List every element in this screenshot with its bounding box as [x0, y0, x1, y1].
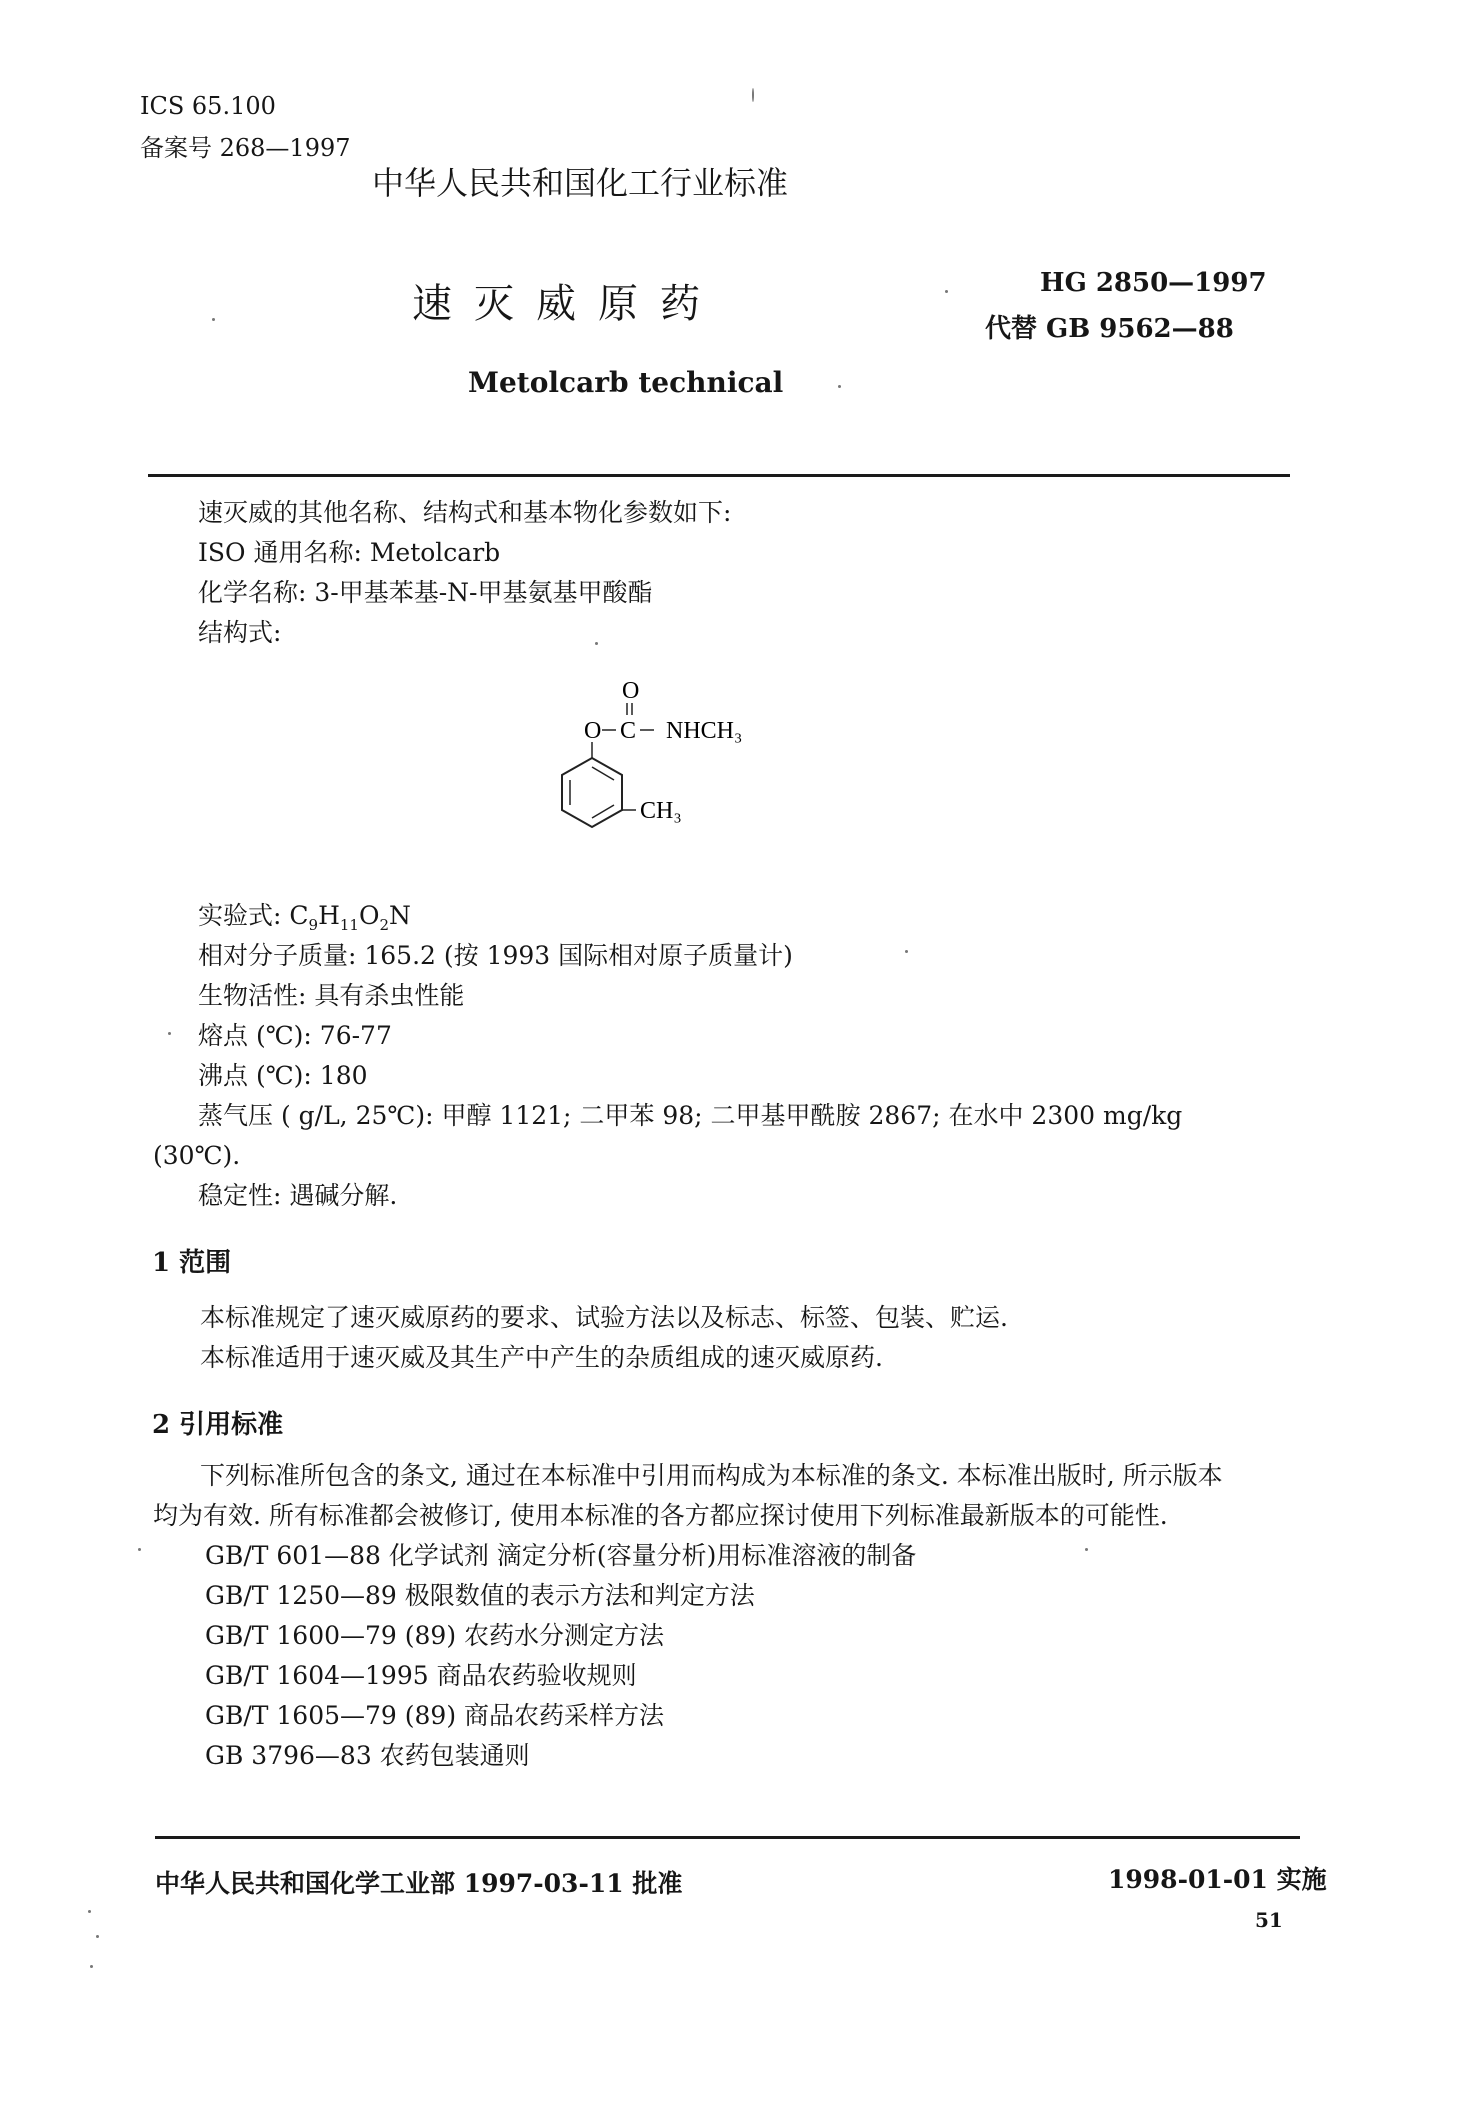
reference-item: GB/T 1605—79 (89) 商品农药采样方法	[205, 1701, 665, 1730]
section-2-para: 下列标准所包含的条文, 通过在本标准中引用而构成为本标准的条文. 本标准出版时, 所示版本	[200, 1461, 1223, 1490]
scan-speck	[838, 385, 841, 388]
footer-rule	[155, 1836, 1300, 1839]
reference-item: GB/T 1250—89 极限数值的表示方法和判定方法	[205, 1581, 755, 1610]
scan-speck	[905, 950, 908, 953]
structure-label: 结构式:	[198, 618, 282, 647]
scan-speck	[752, 88, 754, 102]
chemical-name: 化学名称: 3-甲基苯基-N-甲基氨基甲酸酯	[198, 578, 653, 607]
section-1-para-1: 本标准规定了速灭威原药的要求、试验方法以及标志、标签、包装、贮运.	[200, 1303, 1008, 1332]
reference-item: GB/T 1604—1995 商品农药验收规则	[205, 1661, 637, 1690]
scan-speck	[90, 1965, 93, 1968]
scan-speck	[168, 1032, 171, 1035]
boiling-point: 沸点 (℃): 180	[198, 1061, 368, 1090]
document-title: 速灭威原药	[412, 281, 722, 327]
page-number: 51	[1255, 1908, 1283, 1932]
scan-speck	[96, 1935, 99, 1938]
ester-oxygen: O	[584, 718, 602, 744]
structure-diagram	[560, 670, 800, 880]
carbonyl-oxygen: O	[622, 678, 640, 704]
ics-code: ICS 65.100	[140, 92, 276, 120]
molecular-mass: 相对分子质量: 165.2 (按 1993 国际相对原子质量计)	[198, 941, 793, 970]
reference-item: GB/T 1600—79 (89) 农药水分测定方法	[205, 1621, 665, 1650]
reference-item: GB/T 601—88 化学试剂 滴定分析(容量分析)用标准溶液的制备	[205, 1541, 917, 1570]
section-1-para-2: 本标准适用于速灭威及其生产中产生的杂质组成的速灭威原药.	[200, 1343, 883, 1372]
effective-date: 1998-01-01 实施	[1108, 1865, 1327, 1894]
biological-activity: 生物活性: 具有杀虫性能	[198, 981, 465, 1010]
scan-speck	[595, 642, 598, 645]
iso-name: ISO 通用名称: Metolcarb	[198, 538, 501, 567]
header-rule	[148, 474, 1290, 477]
scan-speck	[138, 1548, 141, 1551]
stability: 稳定性: 遇碱分解.	[198, 1181, 398, 1210]
methyl-group: CH₃	[640, 798, 682, 824]
replaces-code: 代替 GB 9562—88	[985, 314, 1234, 344]
scan-speck	[88, 1910, 91, 1913]
formula-label: 实验式:	[198, 901, 282, 930]
scan-speck	[212, 318, 215, 321]
scan-speck	[1085, 1548, 1088, 1551]
vapor-pressure: 蒸气压 ( g/L, 25℃): 甲醇 1121; 二甲苯 98; 二甲基甲酰胺 2867; 在水中 2300 mg/kg	[198, 1101, 1183, 1130]
empirical-formula: 实验式: $C_9H_{11}O_2N$	[198, 901, 411, 934]
vapor-pressure-cont: (30℃).	[153, 1141, 241, 1170]
record-number: 备案号 268—1997	[140, 134, 351, 162]
scan-speck	[945, 290, 948, 293]
carbonyl-carbon: C	[620, 718, 637, 744]
english-title: Metolcarb technical	[468, 366, 784, 399]
standard-title: 中华人民共和国化工行业标准	[372, 164, 789, 202]
reference-item: GB 3796—83 农药包装通则	[205, 1741, 530, 1770]
benzene-ring	[562, 758, 622, 827]
section-2-heading: 2 引用标准	[152, 1410, 284, 1440]
section-1-heading: 1 范围	[152, 1248, 232, 1278]
section-2-para-cont: 均为有效. 所有标准都会被修订, 使用本标准的各方都应探讨使用下列标准最新版本的可能性.	[153, 1501, 1168, 1530]
intro-lead: 速灭威的其他名称、结构式和基本物化参数如下:	[198, 498, 732, 527]
amine-group: NHCH₃	[666, 718, 743, 744]
approval-line: 中华人民共和国化学工业部 1997-03-11 批准	[155, 1869, 683, 1898]
melting-point: 熔点 (℃): 76-77	[198, 1021, 392, 1050]
standard-code: HG 2850—1997	[1040, 268, 1267, 298]
